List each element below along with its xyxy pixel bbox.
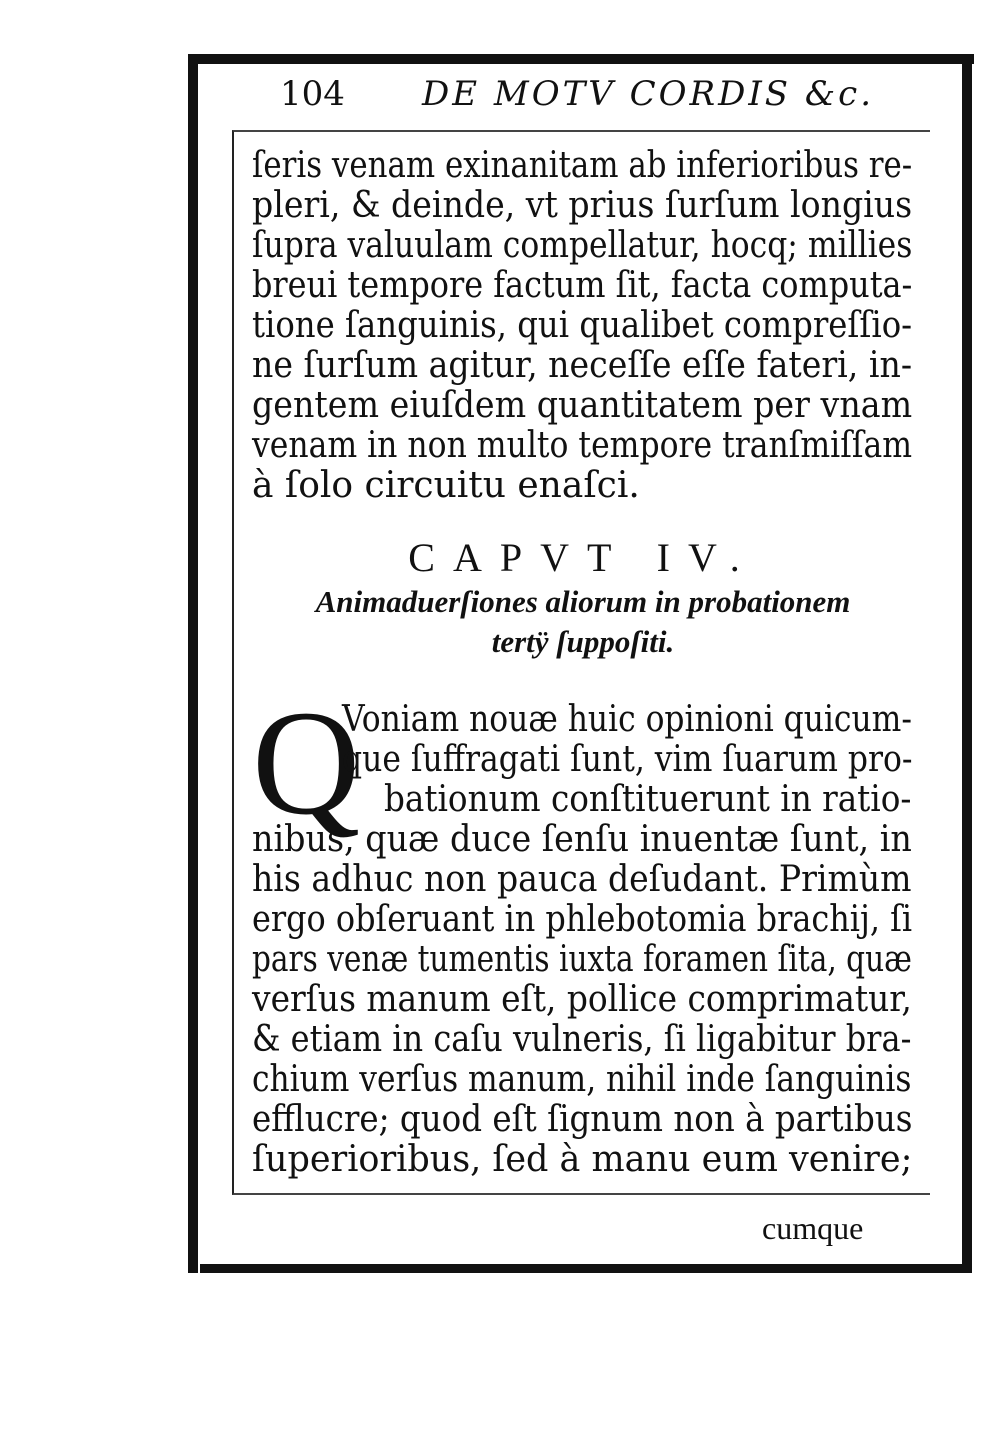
page-header: [280, 70, 880, 120]
text-line: que ſuffragati ſunt, vim ſuarum pro-: [342, 739, 913, 780]
catchword: cumque: [762, 1210, 864, 1246]
page-frame-right: [962, 54, 972, 1273]
page-frame-top: [188, 54, 974, 64]
page-frame-left: [188, 54, 198, 1273]
page-number: 104: [280, 74, 345, 114]
text-line: breui tempore factum ſit, facta computa-: [252, 265, 913, 306]
text-line: à ſolo circuitu enaſci.: [252, 465, 640, 506]
text-line: venam in non multo tempore tranſmiſſam: [252, 425, 913, 466]
text-block: [232, 130, 930, 1195]
text-line: bationum conſtituerunt in ratio-: [384, 779, 912, 820]
text-line: ſuperioribus, ſed à manu eum venire;: [252, 1139, 913, 1180]
text-line: ſupra valuulam compellatur, hocq; millies: [252, 225, 913, 266]
text-line: chium verſus manum, nihil inde ſanguinis: [252, 1059, 912, 1100]
text-line: pleri, & deinde, vt prius ſurſum longius: [252, 185, 913, 226]
text-line: nibus, quæ duce ſenſu inuentæ ſunt, in: [252, 819, 912, 860]
text-line: Voniam nouæ huic opinioni quicum-: [342, 699, 912, 740]
chapter-subtitle-line-2: tertÿ ſuppoſiti.: [491, 624, 675, 659]
text-line: his adhuc non pauca deſudant. Primùm: [252, 859, 912, 900]
text-line: efflucre; quod eſt ſignum non à partibus: [252, 1099, 913, 1140]
text-line: ne ſurſum agitur, neceſſe eſſe fateri, in-: [252, 345, 913, 386]
text-line: & etiam in caſu vulneris, ſi ligabitur bra-: [252, 1019, 912, 1060]
text-line: ergo obſeruant in phlebotomia brachij, ſi: [252, 899, 913, 940]
text-line: tione ſanguinis, qui qualibet compreſſio-: [252, 305, 913, 346]
chapter-heading: CAPVT IV.: [408, 535, 758, 580]
chapter-subtitle-line-1: Animaduerſiones aliorum in probationem: [315, 584, 851, 619]
text-line: verſus manum eſt, pollice comprimatur,: [252, 979, 912, 1020]
text-line: pars venæ tumentis iuxta foramen ſita, quæ: [252, 939, 912, 980]
drop-capital: Q: [252, 680, 361, 846]
text-line: gentem eiuſdem quantitatem per vnam: [252, 385, 913, 426]
page-frame-bottom: [200, 1264, 968, 1273]
text-line: ſeris venam exinanitam ab inferioribus re-: [252, 145, 913, 186]
running-title: DE MOTV CORDIS &c.: [422, 74, 875, 114]
